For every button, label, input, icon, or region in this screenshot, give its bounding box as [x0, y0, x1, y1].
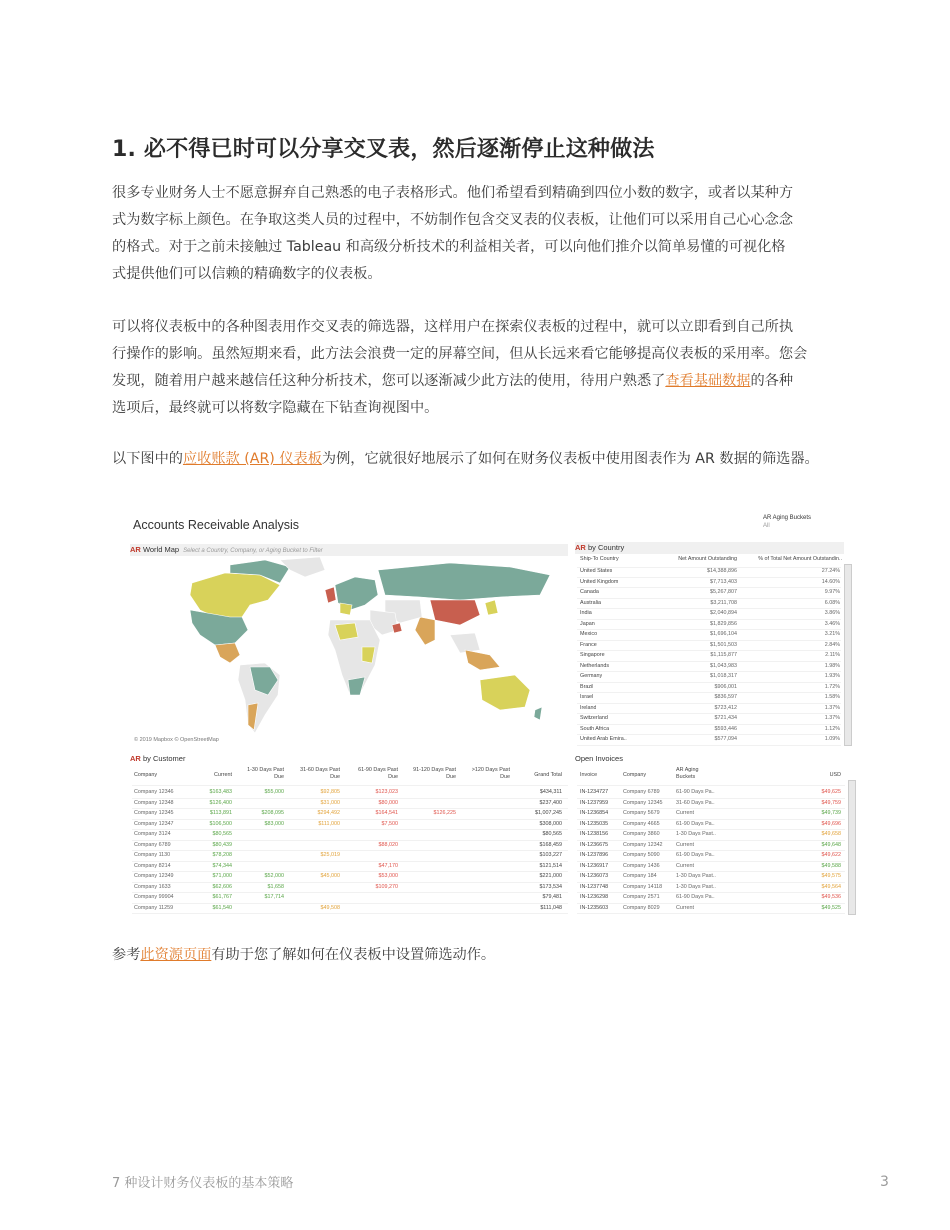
col-aging: AR Aging Buckets: [676, 767, 699, 780]
country-amount: $1,115,877: [710, 652, 737, 658]
invoice-usd: $49,588: [821, 862, 841, 869]
invoice-company: Company 12342: [623, 841, 663, 848]
country-name: India: [580, 610, 592, 616]
invoice-aging: 61-90 Days Pa..: [676, 852, 715, 858]
aging-filter-value: All: [763, 523, 770, 529]
p2-line: 可以将仪表板中的各种图表用作交叉表的筛选器，这样用户在探索仪表板的过程中，就可以立即看到自己所执: [112, 319, 794, 335]
col-usd: USD: [829, 772, 841, 778]
country-amount: $593,446: [714, 725, 737, 732]
country-pct: 9.97%: [824, 589, 840, 595]
amount-31-60: $25,019: [320, 852, 340, 858]
col-120-plus: >120 Days Past Due: [471, 767, 510, 780]
country-name: Israel: [580, 694, 594, 700]
page-number: 3: [880, 1174, 889, 1190]
world-map[interactable]: [130, 555, 570, 740]
invoice-aging: Current: [676, 810, 694, 816]
country-name: Australia: [580, 599, 601, 606]
grand-total: $80,565: [542, 831, 562, 837]
section-heading: 1. 必不得已时可以分享交叉表，然后逐渐停止这种做法: [112, 137, 655, 162]
country-amount: $2,040,894: [710, 610, 737, 616]
col-current: Current: [214, 772, 232, 778]
table-row[interactable]: [577, 903, 845, 915]
country-name: South Africa: [580, 725, 610, 732]
invoice-usd: $49,696: [821, 820, 841, 827]
col-61-90: 61-90 Days Past Due: [358, 767, 398, 780]
country-amount: $577,094: [714, 736, 737, 742]
invoice-id: IN-1234727: [580, 789, 609, 795]
current-amount: $113,891: [209, 810, 232, 816]
ar-dashboard-image: [128, 505, 856, 915]
p1-line: 式为数字标上颜色。在争取这类人员的过程中，不妨制作包含交叉表的仪表板，让他们可以采用自己心心念念: [112, 212, 794, 228]
customer-table-header: [132, 767, 568, 786]
invoice-aging: 31-60 Days Pa..: [676, 799, 715, 806]
invoices-scrollbar[interactable]: [848, 780, 856, 915]
invoices-title: Open Invoices: [575, 754, 623, 763]
company-name: Company 99904: [134, 894, 174, 900]
amount-1-30: $55,000: [264, 789, 284, 795]
grand-total: $221,000: [539, 873, 562, 879]
invoice-company: Company 1436: [623, 862, 660, 869]
amount-1-30: $208,095: [261, 810, 284, 816]
p3-text: 为例，它就很好地展示了如何在财务仪表板中使用图表作为 AR 数据的筛选器。: [321, 451, 819, 467]
country-pct: 1.09%: [824, 736, 840, 742]
invoice-usd: $49,525: [821, 904, 841, 911]
p2-text: 发现，随着用户越来越信任这种分析技术，您可以逐渐减少此方法的使用，待用户熟悉了: [112, 373, 666, 389]
country-pct: 14.60%: [821, 578, 840, 585]
col-91-120: 91-120 Days Past Due: [413, 767, 456, 780]
ar-dashboard-link[interactable]: 应收账款 (AR) 仪表板: [182, 451, 322, 467]
country-amount: $14,388,896: [707, 568, 737, 574]
invoice-company: Company 3860: [623, 831, 660, 837]
invoice-id: IN-1236073: [580, 873, 609, 879]
col-invoice: Invoice: [580, 772, 598, 778]
country-pct: 3.86%: [824, 610, 840, 616]
current-amount: $80,565: [212, 831, 232, 837]
col-company: Company: [134, 772, 158, 778]
amount-31-60: $92,805: [320, 789, 340, 795]
country-amount: $1,018,317: [710, 673, 737, 679]
invoice-aging: 61-90 Days Pa..: [676, 820, 715, 827]
customer-title: by Customer: [142, 754, 186, 763]
current-amount: $163,483: [209, 789, 232, 795]
aging-filter-label: AR Aging Buckets: [763, 515, 812, 521]
country-pct: 2.84%: [824, 641, 840, 648]
customer-table: [132, 767, 568, 915]
country-amount: $5,267,807: [710, 589, 737, 595]
amount-1-30: $1,658: [267, 883, 284, 890]
amount-61-90: $123,023: [375, 789, 398, 795]
amount-91-120: $126,225: [433, 810, 456, 816]
table-row[interactable]: [132, 903, 568, 915]
p4-text: 有助于您了解如何在仪表板中设置筛选动作。: [211, 947, 496, 963]
invoice-usd: $49,658: [821, 831, 841, 837]
invoice-company: Company 184: [623, 873, 657, 879]
grand-total: $434,311: [539, 789, 562, 795]
invoice-id: IN-1236854: [580, 810, 609, 816]
company-name: Company 3124: [134, 831, 171, 837]
company-name: Company 12346: [134, 789, 174, 795]
country-ar-label: AR: [575, 543, 586, 552]
p1-line: 式提供他们可以信赖的精确数字的仪表板。: [112, 266, 382, 282]
invoice-usd: $49,575: [821, 873, 841, 879]
view-data-link[interactable]: 查看基础数据: [665, 373, 751, 389]
country-amount: $7,713,403: [710, 578, 737, 585]
invoice-usd: $49,739: [821, 810, 841, 816]
country-amount: $906,001: [714, 683, 737, 690]
amount-31-60: $111,000: [318, 820, 340, 827]
current-amount: $74,344: [212, 862, 232, 869]
country-name: Singapore: [580, 652, 605, 658]
invoice-company: Company 5679: [623, 810, 660, 816]
invoice-usd: $49,648: [821, 841, 841, 848]
country-header: [575, 542, 844, 554]
map-credit: © 2019 Mapbox © OpenStreetMap: [134, 737, 219, 743]
paragraph-spreadsheet-habits: [112, 180, 860, 288]
invoice-id: IN-1236917: [580, 862, 609, 869]
paragraph-resource: [112, 942, 860, 969]
country-name: Ireland: [580, 704, 597, 711]
company-name: Company 6789: [134, 841, 171, 848]
dashboard-title: Accounts Receivable Analysis: [133, 518, 300, 532]
grand-total: $111,048: [540, 904, 562, 911]
current-amount: $61,767: [212, 894, 232, 900]
country-amount: $3,211,708: [710, 599, 737, 606]
invoice-aging: Current: [676, 862, 694, 869]
invoices-table: [577, 767, 845, 915]
amount-61-90: $80,000: [378, 799, 398, 806]
col-pct-total: % of Total Net Amount Outstandin..: [758, 556, 842, 562]
company-name: Company 12348: [134, 799, 174, 806]
country-title: by Country: [587, 543, 625, 552]
country-amount: $1,696,104: [710, 631, 737, 637]
invoice-aging: 61-90 Days Pa..: [676, 789, 715, 795]
current-amount: $80,439: [212, 841, 232, 848]
col-ship-to-country: Ship-To Country: [580, 556, 619, 562]
table-row[interactable]: [577, 734, 841, 746]
customer-ar-label: AR: [130, 754, 141, 763]
country-name: Netherlands: [580, 662, 610, 669]
invoices-header: [575, 753, 844, 765]
country-name: Japan: [580, 620, 595, 627]
amount-61-90: $47,170: [378, 862, 398, 869]
invoice-aging: 61-90 Days Pa..: [676, 894, 715, 900]
country-pct: 2.11%: [825, 652, 840, 658]
p1-line: 的格式。对于之前未接触过 Tableau 和高级分析技术的利益相关者，可以向他们推介以简单易懂的可视化格: [112, 239, 786, 255]
amount-31-60: $294,492: [317, 810, 340, 816]
grand-total: $1,007,245: [535, 810, 562, 816]
amount-1-30: $17,714: [264, 894, 284, 900]
company-name: Company 12349: [134, 873, 174, 879]
invoice-usd: $49,625: [821, 789, 841, 795]
invoice-company: Company 8029: [623, 904, 660, 911]
company-name: Company 1633: [134, 883, 171, 890]
country-name: Brazil: [580, 683, 594, 690]
p2-line: [112, 368, 860, 395]
country-pct: 1.98%: [824, 662, 840, 669]
grand-total: $79,481: [542, 894, 562, 900]
country-pct: 3.46%: [824, 620, 840, 627]
invoice-company: Company 6789: [623, 789, 660, 795]
amount-31-60: $45,000: [320, 873, 340, 879]
invoices-table-header: [577, 767, 845, 786]
invoice-id: IN-1236298: [580, 894, 609, 900]
p2-line: 行操作的影响。虽然短期来看，此方法会浪费一定的屏幕空间，但从长远来看它能够提高仪表板的采用率。您会: [112, 346, 808, 362]
col-inv-company: Company: [623, 772, 647, 778]
country-scrollbar[interactable]: [844, 564, 852, 746]
country-name: Canada: [580, 589, 599, 595]
country-pct: 1.93%: [824, 673, 840, 679]
invoice-id: IN-1235603: [580, 904, 609, 911]
country-pct: 27.24%: [821, 568, 840, 574]
country-pct: 1.37%: [824, 715, 840, 721]
grand-total: $237,400: [539, 799, 562, 806]
company-name: Company 12345: [134, 810, 174, 816]
aging-filter[interactable]: [763, 514, 811, 530]
invoice-company: Company 12345: [623, 799, 663, 806]
paragraph-filters: [112, 314, 860, 422]
invoice-usd: $49,536: [821, 894, 841, 900]
col-31-60: 31-60 Days Past Due: [300, 767, 340, 780]
current-amount: $62,606: [212, 883, 232, 890]
amount-61-90: $7,500: [381, 820, 398, 827]
footer-title: 7 种设计财务仪表板的基本策略: [112, 1176, 294, 1191]
country-table: [577, 556, 841, 746]
country-amount: $836,597: [714, 694, 737, 700]
p3-text: 以下图中的: [112, 451, 183, 467]
company-name: Company 8214: [134, 862, 171, 869]
amount-61-90: $53,000: [378, 873, 398, 879]
map-ar-label: AR: [130, 545, 141, 554]
country-amount: $1,829,856: [710, 620, 737, 627]
country-amount: $721,434: [714, 715, 737, 721]
map-title: World Map: [142, 545, 180, 554]
invoice-aging: 1-30 Days Past..: [676, 873, 716, 879]
invoice-usd: $49,622: [821, 852, 841, 858]
grand-total: $168,459: [539, 841, 562, 848]
country-pct: 1.72%: [824, 683, 840, 690]
current-amount: $106,500: [209, 820, 232, 827]
invoice-id: IN-1237896: [580, 852, 609, 858]
country-name: Switzerland: [580, 715, 608, 721]
invoice-company: Company 2571: [623, 894, 660, 900]
country-amount: $723,412: [714, 704, 737, 711]
current-amount: $71,000: [212, 873, 232, 879]
p4-text: 参考: [112, 947, 141, 963]
current-amount: $126,400: [209, 799, 232, 806]
country-pct: 6.08%: [824, 599, 840, 606]
resource-page-link[interactable]: 此资源页面: [140, 947, 212, 963]
invoice-aging: Current: [676, 904, 694, 911]
invoice-aging: 1-30 Days Past..: [676, 831, 716, 837]
paragraph-example: [112, 446, 860, 473]
invoice-usd: $49,759: [821, 799, 841, 806]
invoice-id: IN-1236675: [580, 841, 609, 848]
current-amount: $78,208: [212, 852, 232, 858]
grand-total: $121,514: [539, 862, 562, 869]
country-name: United Kingdom: [580, 578, 619, 585]
amount-61-90: $164,541: [375, 810, 398, 816]
customer-header: [130, 753, 568, 765]
country-amount: $1,043,983: [710, 662, 737, 669]
invoice-id: IN-1238156: [580, 831, 609, 837]
amount-31-60: $49,508: [320, 904, 340, 911]
amount-1-30: $83,000: [264, 820, 284, 827]
grand-total: $103,227: [539, 852, 562, 858]
map-hint: Select a Country, Company, or Aging Bucket to Filter: [183, 548, 323, 554]
p2-text: 的各种: [750, 373, 794, 389]
invoice-aging: Current: [676, 841, 694, 848]
invoice-company: Company 5090: [623, 852, 660, 858]
company-name: Company 12347: [134, 820, 174, 827]
company-name: Company 11259: [134, 904, 174, 911]
invoice-id: IN-1237748: [580, 883, 609, 890]
country-amount: $1,501,503: [710, 641, 737, 648]
country-name: Mexico: [580, 631, 598, 637]
country-pct: 1.58%: [824, 694, 840, 700]
invoice-company: Company 14118: [623, 883, 663, 890]
col-grand-total: Grand Total: [534, 772, 562, 778]
country-name: France: [580, 641, 597, 648]
amount-1-30: $52,000: [264, 873, 284, 879]
country-name: United Arab Emira..: [580, 736, 627, 742]
amount-61-90: $109,270: [375, 883, 398, 890]
col-net-amount: Net Amount Outstanding: [678, 556, 737, 562]
country-name: Germany: [580, 673, 603, 679]
country-pct: 1.37%: [824, 704, 840, 711]
amount-31-60: $31,000: [320, 799, 340, 806]
country-pct: 3.21%: [824, 631, 840, 637]
col-1-30: 1-30 Days Past Due: [247, 767, 284, 780]
company-name: Company 1130: [134, 852, 171, 858]
invoice-company: Company 4665: [623, 820, 660, 827]
p1-line: 很多专业财务人士不愿意摒弃自己熟悉的电子表格形式。他们希望看到精确到四位小数的数字，或者以某种方: [112, 185, 794, 201]
current-amount: $61,540: [212, 904, 232, 911]
country-pct: 1.12%: [824, 725, 840, 732]
amount-61-90: $88,020: [378, 841, 398, 848]
invoice-id: IN-1237959: [580, 799, 609, 806]
grand-total: $308,000: [539, 820, 562, 827]
p2-line: 选项后，最终就可以将数字隐藏在下钻查询视图中。: [112, 400, 439, 416]
country-name: United States: [580, 568, 613, 574]
grand-total: $173,534: [539, 883, 562, 890]
invoice-usd: $49,564: [821, 883, 841, 890]
invoice-aging: 1-30 Days Past..: [676, 883, 716, 890]
invoice-id: IN-1235035: [580, 820, 609, 827]
